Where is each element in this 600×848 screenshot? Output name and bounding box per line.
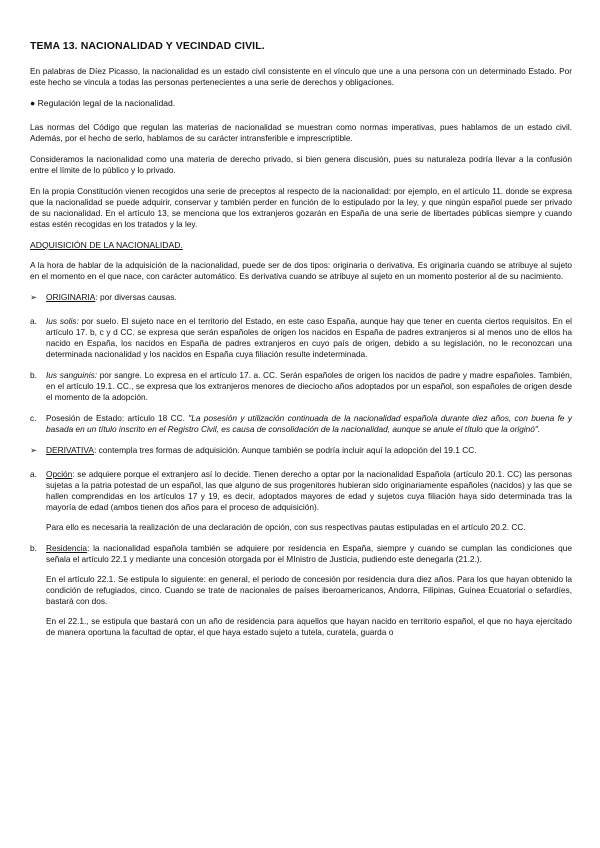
item-text (46, 316, 572, 360)
derivativa-heading (30, 445, 572, 455)
section-intro: A la hora de hablar de la adquisición de la nacionalidad, puede ser de dos tipos: originaria o derivativa. Es originaria cuando se atribuye al sujeto en el momento en el que nace, con carácter automático. Es derivativa cuando se atribuye al sujeto en un momento posterior al de su nacimiento. (30, 260, 572, 281)
item-text (46, 413, 572, 435)
list-item (30, 316, 572, 360)
item-marker: b. (30, 543, 37, 553)
item-description: : se adquiere porque el extranjero así lo decide. Tienen derecho a optar por la nacionalidad Española (artículo 20.1. CC) las personas sujetas a la patria potestad de un español, las que alguno de sus progenitores hubieran sido originariamente españoles (nacidos) y las que se hallen comprendidas en los artículos 17 y 19, es decir, adoptados mayores de edad y sujetos cuya filiación haya sido determinada tras la mayoría de edad (ambos tienen dos años para el proceso de adquisición). (46, 469, 572, 512)
arrow-icon: ➢ (30, 445, 38, 455)
item-term: Posesión de Estado: artículo 18 CC. (46, 413, 185, 423)
item-marker: c. (30, 413, 37, 423)
list-item (30, 469, 572, 533)
bullet-heading: ● Regulación legal de la nacionalidad. (30, 98, 176, 108)
paragraph-norms: Las normas del Código que regulan las materias de nacionalidad se muestran como normas imperativas, pues hablamos de un estado civil. Además, por el hecho de serlo, hablamos de su carácter intransferible e imprescriptible. (30, 122, 572, 143)
arrow-icon: ➢ (30, 292, 38, 302)
item-text (46, 370, 572, 403)
derivativa-label: DERIVATIVA (46, 445, 94, 455)
paragraph-constitution: En la propia Constitución vienen recogidos una serie de preceptos al respecto de la nacionalidad: por ejemplo, en el artículo 11. donde se expresa que la nacionalidad se puede adquirir, conservar y también perder en función de lo estipulado por la ley, y que ningún español puede ser privado de su nacionalidad. En el artículo 13, se menciona que los extranjeros gozarán en España de una serie de libertades públicas siempre y cuando estas estén recogidas en los tratados y la ley. (30, 186, 572, 229)
page-title: TEMA 13. NACIONALIDAD Y VECINDAD CIVIL. (30, 40, 265, 52)
item-text (46, 543, 572, 565)
item-term: Ius solis: (46, 316, 79, 326)
item-description: por suelo. El sujeto nace en el territorio del Estado, en este caso España, aunque hay que tener en cuenta ciertos requisitos. En el artículo 17. b, c y d CC. se expresa que serán españoles de origen los nacidos en España de padres extranjeros si al menos uno de ellos ha nacido en España, los nacidos en España de padres extranjeros en cuyo país de origen, debido a su legislación, no le reconozcan una determinada nacionalidad y los nacidos en España cuya filiación resulte indeterminada. (46, 316, 572, 359)
intro-paragraph: En palabras de Díez Picasso, la nacionalidad es un estado civil consistente en el vínculo que une a una persona con un determinado Estado. Por este hecho se vincula a todas las personas pertenecientes a una serie de derechos y obligaciones. (30, 66, 572, 87)
item-marker: a. (30, 469, 37, 479)
item-extra: En el artículo 22.1. Se estipula lo siguiente: en general, el periodo de concesión por residencia dura diez años. Para los que hayan obtenido la condición de refugiados, cinco. Cuando se trate de nacionales de países iberoamericanos, Andorra, Filipinas, Guinea Ecuatorial o sefardíes, bastará con dos. (46, 574, 572, 606)
item-description: : la nacionalidad española también se adquiere por residencia en España, siempre y cuando se cumplan las condiciones que señala el artículo 22.1 y mediante una concesión otorgada por el MInistro de Justicia, pudiendo este denegarla (21.2.). (46, 543, 572, 564)
item-text (46, 469, 572, 513)
derivativa-rest: : contempla tres formas de adquisición. Aunque también se podría incluir aquí la adopción del 19.1 CC. (93, 445, 477, 455)
originaria-heading (30, 292, 572, 302)
item-marker: a. (30, 316, 37, 326)
originaria-label: ORIGINARIA (46, 292, 96, 302)
item-quote: "La posesión y utilización continuada de la nacionalidad española durante diez años, con buena fe y basada en un título inscrito en el Registro Civil, es causa de consolidación de la nacionalidad, aunque se anule el título que la originó". (46, 413, 573, 434)
list-item (30, 370, 572, 403)
item-term: Residencia (46, 543, 88, 553)
list-item (30, 413, 572, 435)
item-extra: Para ello es necesaria la realización de una declaración de opción, con sus respectivas pautas estipuladas en el artículo 20.2. CC. (46, 522, 526, 532)
item-term: Ius sanguinis: (46, 370, 98, 380)
item-marker: b. (30, 370, 37, 380)
paragraph-private-law: Consideramos la nacionalidad como una materia de derecho privado, si bien genera discusión, pues su naturaleza podría llevar a la confusión entre el límite de lo público y lo privado. (30, 154, 572, 175)
item-term: Opción (46, 469, 73, 479)
section-heading: ADQUISICIÓN DE LA NACIONALIDAD. (30, 240, 183, 250)
originaria-rest: : por diversas causas. (95, 292, 177, 302)
list-item (30, 543, 572, 638)
item-description: por sangre. Lo expresa en el artículo 17. a. CC. Serán españoles de origen los nacidos de padre y madre españoles. También, en el artículo 19.1. CC., se expresa que los extranjeros menores de dieciocho años adoptados por un español, son españoles de origen desde el momento de la adopción. (46, 370, 573, 402)
item-extra-2: En el 22.1., se estipula que bastará con un año de residencia para aquellos que hayan nacido en territorio español, el que no haya ejercitado de manera oportuna la facultad de optar, el que haya estado sujeto a tutela, curatela, guarda o (46, 616, 572, 637)
